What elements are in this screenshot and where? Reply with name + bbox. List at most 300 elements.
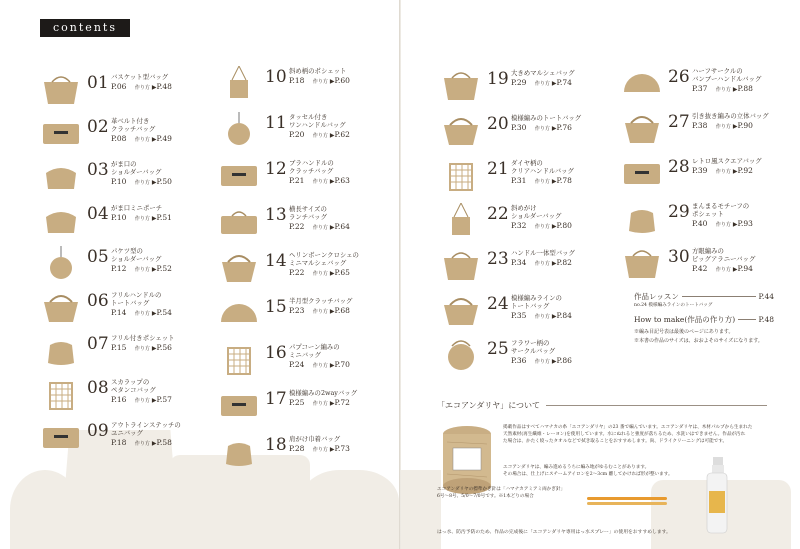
arrow-icon: ▶ bbox=[151, 84, 157, 92]
howto-page: P.92 bbox=[737, 166, 753, 176]
entry-title: 斜め柄のポシェット bbox=[289, 67, 347, 75]
photo-page: P.32 bbox=[511, 221, 527, 231]
photo-page: P.20 bbox=[289, 130, 305, 140]
contents-entry[interactable] bbox=[40, 203, 172, 239]
howto-page: P.60 bbox=[334, 76, 350, 86]
entry-pages bbox=[111, 177, 172, 188]
howto-label: 作り方 bbox=[134, 346, 150, 353]
howto-page: P.80 bbox=[556, 221, 572, 231]
entry-pages bbox=[111, 134, 172, 145]
photo-page: P.25 bbox=[289, 398, 305, 408]
entry-pages bbox=[289, 444, 350, 455]
contents-entry[interactable] bbox=[440, 203, 572, 239]
arrow-icon: ▶ bbox=[732, 266, 738, 274]
entry-title: レトロ風スクエアバッグ bbox=[692, 157, 762, 165]
bag-thumbnail bbox=[218, 342, 260, 376]
bag-thumbnail bbox=[40, 420, 82, 454]
entry-text bbox=[511, 158, 574, 187]
entry-number: 09 bbox=[87, 421, 109, 441]
right-page bbox=[401, 0, 800, 549]
howto-label: 作り方 bbox=[715, 124, 731, 131]
howto-label: 作り方 bbox=[534, 314, 550, 321]
photo-page: P.22 bbox=[289, 222, 305, 232]
entry-title: ブラハンドルの クラッチバッグ bbox=[289, 159, 334, 176]
entry-text bbox=[289, 434, 350, 455]
photo-page: P.35 bbox=[511, 311, 527, 321]
entry-title: 大きめマルシェバッグ bbox=[511, 69, 575, 77]
contents-entry[interactable] bbox=[218, 112, 350, 148]
entry-pages bbox=[111, 395, 172, 406]
entry-title: 模様編みのトートバッグ bbox=[511, 114, 582, 122]
howto-page: P.50 bbox=[156, 177, 172, 187]
howto-label: 作り方 bbox=[312, 79, 328, 86]
photo-page: P.30 bbox=[511, 123, 527, 133]
howto-page: P.52 bbox=[156, 264, 172, 274]
entry-number: 20 bbox=[487, 114, 509, 134]
contents-entry[interactable] bbox=[218, 250, 359, 286]
howto-page: P.49 bbox=[156, 133, 172, 143]
entry-title: ハンドル一体型バッグ bbox=[511, 249, 575, 257]
entry-number: 23 bbox=[487, 249, 509, 269]
photo-page: P.14 bbox=[111, 307, 127, 317]
entry-number: 15 bbox=[265, 297, 287, 317]
entry-number: 21 bbox=[487, 159, 509, 179]
entry-number: 03 bbox=[87, 160, 109, 180]
entry-title: 引き抜き編みの立体バッグ bbox=[692, 112, 769, 120]
contents-entry[interactable] bbox=[218, 296, 352, 332]
entry-pages bbox=[511, 221, 572, 232]
contents-entry[interactable] bbox=[440, 113, 581, 149]
entry-number: 12 bbox=[265, 159, 287, 179]
lesson-page: P.44 bbox=[758, 292, 774, 301]
leader-line bbox=[738, 319, 755, 320]
bag-thumbnail bbox=[218, 388, 260, 422]
arrow-icon: ▶ bbox=[151, 440, 157, 448]
howto-label: 作り方 bbox=[312, 363, 328, 370]
bag-thumbnail bbox=[440, 68, 482, 102]
yarn-heading-text: 「エコアンダリヤ」について bbox=[437, 401, 541, 410]
howto-row bbox=[634, 314, 774, 325]
entry-number: 08 bbox=[87, 377, 109, 398]
photo-page: P.10 bbox=[111, 177, 127, 187]
contents-entry[interactable] bbox=[40, 333, 175, 369]
entry-text bbox=[289, 158, 350, 187]
entry-title: スカラップの ペタンコバッグ bbox=[111, 377, 156, 394]
howto-label: 作り方 bbox=[312, 133, 328, 140]
entry-title: パケツ型の ショルダーバッグ bbox=[111, 247, 162, 264]
howto-label: 作り方 bbox=[312, 447, 328, 454]
arrow-icon: ▶ bbox=[551, 178, 557, 186]
entry-text bbox=[289, 112, 350, 141]
entry-text bbox=[111, 116, 172, 145]
howto-page: P.88 bbox=[737, 84, 753, 94]
entry-title: フリルハンドルの トートバッグ bbox=[111, 290, 162, 307]
photo-page: P.21 bbox=[289, 176, 305, 186]
photo-page: P.18 bbox=[111, 438, 127, 448]
contents-entry[interactable] bbox=[218, 158, 350, 194]
entry-pages bbox=[111, 308, 172, 319]
lesson-subtitle: no.24 模様編みラインのトートバッグ bbox=[634, 303, 713, 308]
entry-pages bbox=[692, 121, 769, 132]
entry-number: 10 bbox=[265, 67, 287, 87]
howto-page: P.72 bbox=[334, 398, 350, 408]
entry-text bbox=[511, 203, 572, 232]
contents-entry[interactable] bbox=[40, 377, 172, 413]
yarn-heading bbox=[437, 400, 767, 411]
bag-thumbnail bbox=[440, 113, 482, 147]
contents-entry[interactable] bbox=[40, 159, 172, 195]
contents-entry[interactable] bbox=[440, 338, 572, 374]
photo-page: P.34 bbox=[511, 258, 527, 268]
photo-page: P.22 bbox=[289, 268, 305, 278]
photo-page: P.42 bbox=[692, 264, 708, 274]
photo-page: P.38 bbox=[692, 121, 708, 131]
entry-title: タッセル付き ワンハンドルバッグ bbox=[289, 113, 346, 130]
howto-label: 作り方 bbox=[534, 81, 550, 88]
entry-title: 革ベルト付き クラッチバッグ bbox=[111, 116, 156, 133]
entry-pages bbox=[289, 76, 350, 87]
entry-number: 27 bbox=[668, 112, 690, 132]
howto-label: 作り方 bbox=[312, 309, 328, 316]
photo-page: P.18 bbox=[289, 76, 305, 86]
contents-entry[interactable] bbox=[621, 66, 761, 102]
arrow-icon: ▶ bbox=[732, 86, 738, 94]
howto-label: 作り方 bbox=[312, 271, 328, 278]
bag-thumbnail bbox=[440, 158, 482, 192]
entry-text bbox=[111, 290, 172, 319]
contents-entry[interactable] bbox=[40, 116, 172, 152]
bag-thumbnail bbox=[218, 66, 260, 100]
howto-label: 作り方 bbox=[134, 441, 150, 448]
howto-label: 作り方 bbox=[534, 359, 550, 366]
howto-page: P.78 bbox=[556, 176, 572, 186]
bag-thumbnail bbox=[218, 434, 260, 468]
entry-text bbox=[111, 72, 172, 93]
arrow-icon: ▶ bbox=[329, 178, 335, 186]
bag-thumbnail bbox=[218, 250, 260, 284]
arrow-icon: ▶ bbox=[551, 260, 557, 268]
howto-page: P.65 bbox=[334, 268, 350, 278]
howto-page: P.82 bbox=[556, 258, 572, 268]
entry-pages bbox=[289, 176, 350, 187]
photo-page: P.36 bbox=[511, 356, 527, 366]
entry-number: 13 bbox=[265, 205, 287, 225]
leader-line bbox=[682, 296, 756, 297]
entry-title: 斜めがけ ショルダーバッグ bbox=[511, 204, 562, 221]
entry-title: バスケット型バッグ bbox=[111, 73, 169, 81]
bag-thumbnail bbox=[621, 246, 663, 280]
entry-text bbox=[111, 377, 172, 406]
bag-thumbnail bbox=[40, 377, 82, 411]
entry-number: 05 bbox=[87, 247, 109, 267]
contents-entry[interactable] bbox=[218, 388, 357, 424]
howto-label: 作り方 bbox=[312, 179, 328, 186]
howto-label: 作り方 bbox=[534, 179, 550, 186]
bag-thumbnail bbox=[40, 159, 82, 193]
entry-number: 24 bbox=[487, 294, 509, 314]
howto-page: P.70 bbox=[334, 360, 350, 370]
entry-title: 模様編みの2wayバッグ bbox=[289, 389, 358, 397]
contents-entry[interactable] bbox=[621, 201, 753, 237]
photo-page: P.37 bbox=[692, 84, 708, 94]
bag-thumbnail bbox=[218, 204, 260, 238]
entry-title: 方眼編みの ビッグアラニーバッグ bbox=[692, 247, 756, 264]
entry-pages bbox=[692, 84, 761, 95]
entry-number: 16 bbox=[265, 343, 287, 363]
arrow-icon: ▶ bbox=[329, 132, 335, 140]
howto-page: P.48 bbox=[758, 315, 774, 324]
entry-pages bbox=[511, 78, 575, 89]
contents-entry[interactable] bbox=[40, 420, 181, 456]
entry-number: 17 bbox=[265, 389, 287, 409]
contents-entry[interactable] bbox=[621, 156, 762, 192]
entry-text bbox=[111, 246, 172, 275]
arrow-icon: ▶ bbox=[151, 309, 157, 317]
howto-page: P.93 bbox=[737, 219, 753, 229]
photo-page: P.15 bbox=[111, 343, 127, 353]
lessons-block bbox=[634, 291, 774, 346]
contents-entry[interactable] bbox=[440, 293, 572, 329]
bag-thumbnail bbox=[440, 338, 482, 372]
howto-label: 作り方 bbox=[312, 401, 328, 408]
crochet-hooks-image bbox=[587, 495, 667, 507]
arrow-icon: ▶ bbox=[329, 308, 335, 316]
entry-title: 肩がけ巾着バッグ bbox=[289, 435, 341, 443]
arrow-icon: ▶ bbox=[732, 123, 738, 131]
entry-number: 04 bbox=[87, 203, 109, 224]
entry-text bbox=[289, 296, 352, 317]
entry-number: 22 bbox=[487, 204, 509, 224]
arrow-icon: ▶ bbox=[329, 78, 335, 86]
entry-number: 18 bbox=[265, 435, 287, 455]
bag-thumbnail bbox=[440, 203, 482, 237]
bag-thumbnail bbox=[621, 111, 663, 145]
entry-text bbox=[111, 420, 181, 449]
note-2: ※本書の作品のサイズは、おおよそのサイズになります。 bbox=[634, 338, 763, 344]
bag-thumbnail bbox=[218, 158, 260, 192]
howto-page: P.56 bbox=[156, 343, 172, 353]
howto-page: P.62 bbox=[334, 130, 350, 140]
arrow-icon: ▶ bbox=[551, 358, 557, 366]
entry-title: アウトラインステッチの ユニバッグ bbox=[111, 421, 181, 438]
entry-number: 01 bbox=[87, 73, 109, 93]
howto-label: 作り方 bbox=[534, 224, 550, 231]
entry-pages bbox=[511, 356, 572, 367]
contents-entry[interactable] bbox=[621, 111, 769, 147]
yarn-paragraph-4: はっ水、防汚予防のため、作品の完成後に「エコアンダリヤ専用はっ水スプレー」の使用をおすすめします。 bbox=[437, 530, 671, 535]
photo-page: P.40 bbox=[692, 219, 708, 229]
contents-entry[interactable] bbox=[40, 72, 172, 108]
entry-pages bbox=[111, 438, 181, 449]
howto-page: P.73 bbox=[334, 444, 350, 454]
howto-page: P.54 bbox=[156, 307, 172, 317]
howto-label: 作り方 bbox=[134, 180, 150, 187]
entry-pages bbox=[511, 123, 581, 134]
photo-page: P.39 bbox=[692, 166, 708, 176]
arrow-icon: ▶ bbox=[151, 345, 157, 353]
howto-label: 作り方 bbox=[134, 215, 150, 222]
contents-entry[interactable] bbox=[218, 66, 350, 102]
entry-pages bbox=[692, 219, 753, 230]
entry-text bbox=[511, 293, 572, 322]
entry-text bbox=[511, 113, 581, 134]
bag-thumbnail bbox=[40, 203, 82, 237]
entry-pages bbox=[289, 398, 357, 409]
entry-title: がま口ミニポーチ bbox=[111, 203, 163, 212]
entry-text bbox=[289, 342, 350, 371]
yarn-paragraph-3: エコアンダリヤの標準かぎ針は「ハマナカアミアミ両かぎ針」 6号〜8号、5/0〜7/0号です。※1本どりの場合 bbox=[437, 487, 566, 500]
photo-page: P.28 bbox=[289, 444, 305, 454]
entry-pages bbox=[289, 222, 350, 233]
arrow-icon: ▶ bbox=[151, 214, 157, 222]
entry-pages bbox=[289, 306, 352, 317]
entry-text bbox=[692, 111, 769, 132]
entry-number: 06 bbox=[87, 290, 109, 311]
spray-bottle-image bbox=[703, 457, 731, 535]
entry-number: 07 bbox=[87, 334, 109, 354]
arrow-icon: ▶ bbox=[551, 80, 557, 88]
yarn-paragraph-2: エコアンダリヤは、編み進めるうちに編み地がゆるむことがあります。 その場合は、仕上げにスチームアイロンを2〜3cm 離してかければ形が整います。 bbox=[503, 465, 673, 478]
left-page bbox=[0, 0, 399, 549]
bag-thumbnail bbox=[440, 293, 482, 327]
howto-label: 作り方 bbox=[715, 267, 731, 274]
entry-pages bbox=[111, 343, 175, 354]
howto-page: P.58 bbox=[156, 438, 172, 448]
entry-title: 半月型クラッチバッグ bbox=[289, 297, 353, 305]
howto-page: P.63 bbox=[334, 176, 350, 186]
entry-text bbox=[511, 248, 575, 269]
bag-thumbnail bbox=[40, 72, 82, 106]
entry-title: まんまるモチーフの ポシェット bbox=[692, 202, 750, 219]
arrow-icon: ▶ bbox=[329, 362, 335, 370]
howto-label: 作り方 bbox=[715, 169, 731, 176]
howto-label: How to make(作品の作り方) bbox=[634, 315, 736, 324]
howto-page: P.48 bbox=[156, 82, 172, 92]
lesson-label: 作品レッスン bbox=[634, 292, 679, 301]
contents-entry[interactable] bbox=[218, 434, 350, 470]
entry-pages bbox=[289, 130, 350, 141]
photo-page: P.12 bbox=[111, 264, 127, 274]
entry-number: 14 bbox=[265, 251, 287, 271]
entry-text bbox=[289, 66, 350, 87]
lesson-row bbox=[634, 291, 774, 302]
photo-page: P.29 bbox=[511, 78, 527, 88]
arrow-icon: ▶ bbox=[329, 446, 335, 454]
arrow-icon: ▶ bbox=[551, 125, 557, 133]
entry-text bbox=[111, 203, 172, 224]
bag-thumbnail bbox=[40, 116, 82, 150]
arrow-icon: ▶ bbox=[551, 223, 557, 231]
entry-title: フラワー柄の サークルバッグ bbox=[511, 339, 556, 356]
contents-entry[interactable] bbox=[218, 342, 350, 378]
howto-page: P.76 bbox=[556, 123, 572, 133]
heading-rule bbox=[546, 405, 767, 406]
howto-label: 作り方 bbox=[312, 225, 328, 232]
contents-entry[interactable] bbox=[40, 290, 172, 326]
photo-page: P.10 bbox=[111, 212, 127, 222]
entry-title: 横長サイズの ランチバッグ bbox=[289, 205, 327, 222]
howto-label: 作り方 bbox=[534, 126, 550, 133]
entry-text bbox=[692, 156, 762, 177]
contents-title: contents bbox=[40, 19, 130, 37]
howto-label: 作り方 bbox=[134, 310, 150, 317]
arrow-icon: ▶ bbox=[329, 224, 335, 232]
entry-title: フリル付きポシェット bbox=[111, 334, 175, 342]
entry-text bbox=[692, 201, 753, 230]
entry-pages bbox=[111, 82, 172, 93]
bag-thumbnail bbox=[621, 156, 663, 190]
bag-thumbnail bbox=[218, 112, 260, 146]
entry-number: 26 bbox=[668, 67, 690, 87]
bag-thumbnail bbox=[621, 201, 663, 235]
entry-pages bbox=[111, 264, 172, 275]
entry-title: パプコーン編みの ミニバッグ bbox=[289, 343, 340, 360]
entry-text bbox=[289, 388, 357, 409]
contents-entry[interactable] bbox=[440, 68, 575, 104]
photo-page: P.23 bbox=[289, 306, 305, 316]
contents-entry[interactable] bbox=[440, 248, 575, 284]
howto-page: P.90 bbox=[737, 121, 753, 131]
entry-pages bbox=[692, 166, 762, 177]
entry-pages bbox=[692, 264, 755, 275]
contents-entry[interactable] bbox=[440, 158, 574, 194]
photo-page: P.08 bbox=[111, 133, 127, 143]
entry-number: 29 bbox=[668, 202, 690, 222]
contents-entry[interactable] bbox=[40, 246, 172, 282]
arrow-icon: ▶ bbox=[329, 400, 335, 408]
howto-page: P.74 bbox=[556, 78, 572, 88]
entry-text bbox=[111, 333, 175, 354]
photo-page: P.06 bbox=[111, 82, 127, 92]
note-1: ※編み目記号表は最後のページにあります。 bbox=[634, 329, 734, 335]
contents-entry[interactable] bbox=[218, 204, 350, 240]
bag-thumbnail bbox=[40, 290, 82, 324]
entry-text bbox=[692, 246, 755, 275]
howto-page: P.84 bbox=[556, 311, 572, 321]
entry-title: ダイヤ柄の クリアハンドルバッグ bbox=[511, 159, 574, 176]
entry-title: ヘリンボーンクロシェの ミニマルシェバッグ bbox=[289, 251, 359, 268]
photo-page: P.31 bbox=[511, 176, 527, 186]
yarn-section bbox=[437, 400, 767, 540]
contents-entry[interactable] bbox=[621, 246, 755, 282]
entry-text bbox=[511, 338, 572, 367]
entry-pages bbox=[511, 176, 574, 187]
entry-pages bbox=[289, 360, 350, 371]
howto-label: 作り方 bbox=[134, 85, 150, 92]
entry-pages bbox=[289, 268, 359, 279]
arrow-icon: ▶ bbox=[151, 135, 157, 143]
howto-label: 作り方 bbox=[134, 136, 150, 143]
arrow-icon: ▶ bbox=[151, 179, 157, 187]
entry-number: 02 bbox=[87, 116, 109, 137]
entry-text bbox=[692, 66, 761, 95]
entry-text bbox=[511, 68, 575, 89]
entry-pages bbox=[111, 213, 172, 224]
entry-text bbox=[111, 159, 172, 188]
entry-text bbox=[289, 250, 359, 279]
entry-title: がま口の ショルダーバッグ bbox=[111, 160, 162, 177]
howto-page: P.94 bbox=[737, 264, 753, 274]
deco-bag-silhouette bbox=[300, 470, 399, 549]
entry-title: ハーフサークルの バンブーハンドルバッグ bbox=[692, 67, 762, 84]
howto-page: P.57 bbox=[156, 394, 172, 404]
entry-text bbox=[289, 204, 350, 233]
entry-pages bbox=[511, 258, 575, 269]
entry-number: 28 bbox=[668, 157, 690, 177]
howto-page: P.68 bbox=[334, 306, 350, 316]
deco-bag-silhouette bbox=[401, 470, 441, 549]
photo-page: P.24 bbox=[289, 360, 305, 370]
